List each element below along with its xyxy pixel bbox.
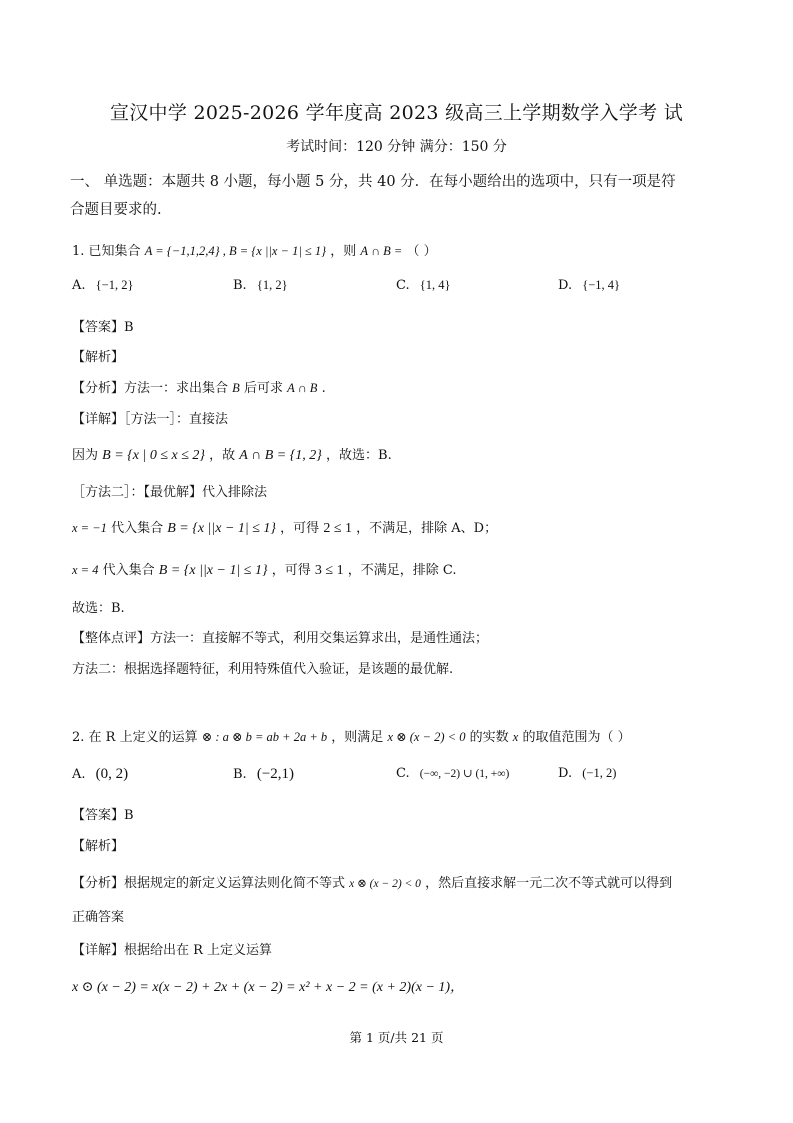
q1-stem-prefix: 1. 已知集合 xyxy=(72,244,141,259)
q1-l3-text: 代入集合 xyxy=(102,563,155,578)
q2-xiangjie: 【详解】根据给出在 R 上定义运算 xyxy=(72,943,273,958)
q1-fenxi-math: A ∩ B xyxy=(287,381,318,395)
page-footer: 第 1 页/共 21 页 xyxy=(349,1030,444,1045)
q1-l2-math3: 2 ≤ 1 xyxy=(323,521,353,536)
q2-stem-end: 的取值范围为（ ） xyxy=(522,730,631,745)
q1-option-a xyxy=(72,278,133,293)
q1-l2-text: 代入集合 xyxy=(111,521,164,536)
q2-stem-prefix: 2. 在 R 上定义的运算 xyxy=(72,730,198,745)
q2-stem-mid: ，则满足 xyxy=(331,730,384,745)
option-label: C. xyxy=(396,278,410,293)
q2-fenxi-math: x ⊗ (x − 2) < 0 xyxy=(349,878,421,890)
option-value: {1, 4} xyxy=(419,278,451,292)
option-label: B. xyxy=(233,278,247,293)
q2-stem-math: ⊗ : a ⊗ b = ab + 2a + b xyxy=(201,730,328,744)
q1-solution-line3 xyxy=(72,559,456,579)
q2-stem-math2: x ⊗ (x − 2) < 0 xyxy=(387,730,466,744)
option-label: A. xyxy=(72,278,86,293)
q1-l1-prefix: 因为 xyxy=(72,448,99,463)
q2-stem-mid2: 的实数 xyxy=(469,730,509,745)
q1-option-b xyxy=(233,278,288,293)
q1-l2-text2: ，可得 xyxy=(280,521,320,536)
q2-option-d xyxy=(558,766,616,781)
q1-l1-end: ，故选：B. xyxy=(326,448,392,463)
q1-l3-math3: 3 ≤ 1 xyxy=(314,563,344,578)
q2-fenxi-end: ，然后直接求解一元二次不等式就可以得到 xyxy=(425,876,673,891)
q1-l1-math: B = {x | 0 ≤ x ≤ 2} xyxy=(102,448,205,463)
q1-choose: 故选：B. xyxy=(72,601,125,616)
option-value: {−1, 2} xyxy=(95,278,134,292)
option-label: C. xyxy=(396,766,410,781)
exam-title: 宣汉中学 2025-2026 学年度高 2023 级高三上学期数学入学考 试 xyxy=(109,102,684,124)
q2-stem xyxy=(72,726,631,745)
q1-l3-math: x = 4 xyxy=(72,563,99,577)
q1-l1-math2: A ∩ B = {1, 2} xyxy=(239,448,322,463)
q1-stem-paren: （ ） xyxy=(406,244,437,259)
q1-fenxi-mid: 后可求 xyxy=(243,381,283,396)
q2-answer: 【答案】B xyxy=(72,808,134,823)
q1-l2-math2: B = {x ||x − 1| ≤ 1} xyxy=(167,521,277,536)
option-value: {−1, 4} xyxy=(582,278,621,292)
q2-option-a xyxy=(72,766,128,783)
q1-answer: 【答案】B xyxy=(72,320,134,335)
option-value: (−2,1) xyxy=(256,766,295,782)
section-heading-line2: 合题目要求的. xyxy=(70,202,162,218)
option-label: D. xyxy=(558,278,573,293)
q1-analysis-head: 【解析】 xyxy=(72,350,125,365)
option-label: B. xyxy=(233,767,247,782)
q2-fenxi-prefix: 【分析】根据规定的新定义运算法则化简不等式 xyxy=(72,876,346,891)
q1-fenxi xyxy=(72,377,326,396)
q1-option-d xyxy=(558,278,620,293)
option-value: (−∞, −2) ∪ (1, +∞) xyxy=(419,768,510,780)
option-value: (0, 2) xyxy=(95,766,129,782)
q1-stem xyxy=(72,240,437,259)
q1-l3-end: ，不满足，排除 C. xyxy=(347,563,457,578)
exam-info: 考试时间：120 分钟 满分：150 分 xyxy=(286,139,507,155)
q1-stem-mid: ，则 xyxy=(330,244,357,259)
q1-review-line2: 方法二：根据选择题特征，利用特殊值代入验证，是该题的最优解. xyxy=(72,662,454,677)
option-value: {1, 2} xyxy=(256,278,288,292)
section-heading-line1: 一、 单选题：本题共 8 小题，每小题 5 分，共 40 分．在每小题给出的选项中，只有一项是符 xyxy=(70,174,676,190)
q1-l2-end: ，不满足，排除 A、D； xyxy=(356,521,498,536)
q1-solution-line1 xyxy=(72,444,392,464)
q1-xiangjie: 【详解】［方法一］：直接法 xyxy=(72,412,229,427)
q2-fenxi-line2: 正确答案 xyxy=(72,910,125,925)
q1-method2: ［方法二］：【最优解】代入排除法 xyxy=(72,485,268,500)
q1-stem-math: A = {−1,1,2,4} , B = {x ||x − 1| ≤ 1} xyxy=(144,244,327,258)
q2-equation: x ⊙ (x − 2) = x(x − 2) + 2x + (x − 2) = x² + x − 2 = (x + 2)(x − 1)， xyxy=(72,980,465,995)
option-value: (−1, 2) xyxy=(582,766,617,780)
q2-stem-x: x xyxy=(512,730,519,744)
q1-fenxi-end: . xyxy=(321,381,326,396)
q1-option-c xyxy=(396,278,451,293)
q1-l1-mid: ，故 xyxy=(209,448,236,463)
q2-fenxi xyxy=(72,872,672,891)
option-label: A. xyxy=(72,767,86,782)
q2-analysis-head: 【解析】 xyxy=(72,839,125,854)
q1-fenxi-prefix: 【分析】方法一：求出集合 xyxy=(72,381,229,396)
q2-option-b xyxy=(233,766,294,783)
q1-solution-line2 xyxy=(72,517,497,537)
q1-review-line1: 【整体点评】方法一：直接解不等式，利用交集运算求出，是通性通法； xyxy=(72,631,489,646)
q1-l2-math: x = −1 xyxy=(72,521,107,535)
q2-option-c xyxy=(396,766,509,781)
q1-stem-math2: A ∩ B = xyxy=(360,244,403,258)
q1-l3-text2: ，可得 xyxy=(271,563,311,578)
option-label: D. xyxy=(558,766,573,781)
q1-l3-math2: B = {x ||x − 1| ≤ 1} xyxy=(158,563,268,578)
q1-fenxi-b: B xyxy=(232,381,240,395)
